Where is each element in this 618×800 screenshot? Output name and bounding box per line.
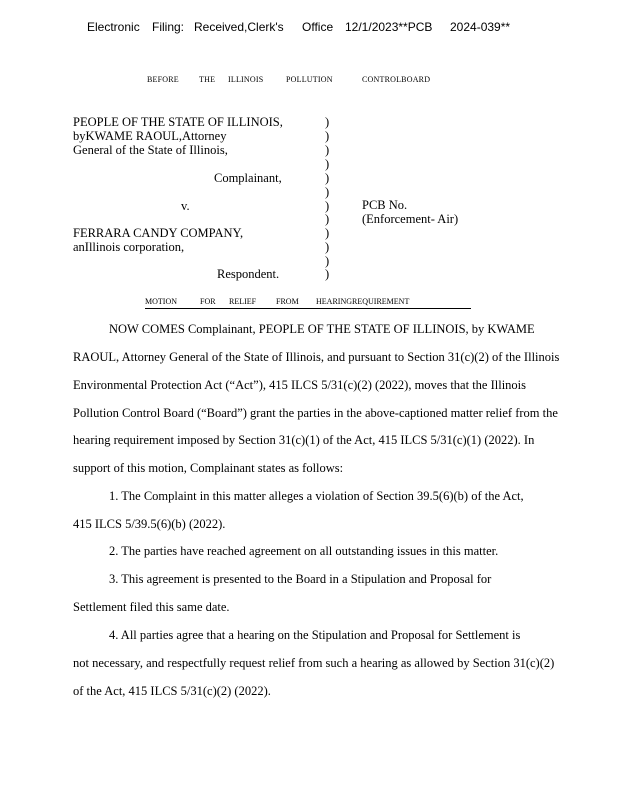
body-line: 2. The parties have reached agreement on all outstanding issues in this matter.: [109, 544, 499, 558]
motion-title-underline: [145, 308, 471, 309]
defendant-line: FERRARA CANDY COMPANY,: [73, 226, 244, 240]
caption-paren: ): [325, 143, 330, 157]
caption-paren: ): [325, 254, 330, 268]
motion-title-word: RELIEF: [229, 297, 257, 306]
body-line: RAOUL, Attorney General of the State of Illinois, and pursuant to Section 31(c)(2) of the Illinois: [73, 350, 560, 364]
motion-title-word: FROM: [276, 297, 299, 306]
header-docket: 2024-039**: [450, 20, 511, 34]
enforcement-type: (Enforcement- Air): [362, 212, 459, 226]
body-line: 3. This agreement is presented to the Board in a Stipulation and Proposal for: [109, 572, 492, 586]
motion-title-word: HEARINGREQUIREMENT: [316, 297, 410, 306]
plaintiff-line: General of the State of Illinois,: [73, 143, 228, 157]
body-line: Pollution Control Board (“Board”) grant the parties in the above-captioned matter relief from the: [73, 406, 558, 420]
caption-title-word: ILLINOIS: [228, 75, 264, 84]
body-line: 415 ILCS 5/39.5(6)(b) (2022).: [73, 517, 226, 531]
plaintiff-line: PEOPLE OF THE STATE OF ILLINOIS,: [73, 115, 283, 129]
versus-label: v.: [181, 199, 190, 213]
caption-title-word: CONTROLBOARD: [362, 75, 431, 84]
caption-paren: ): [325, 267, 330, 281]
body-line: Environmental Protection Act (“Act”), 415 ILCS 5/31(c)(2) (2022), moves that the Illinois: [73, 378, 527, 392]
caption-paren: ): [325, 129, 330, 143]
header-electronic: Electronic: [87, 20, 140, 34]
pcb-number: PCB No.: [362, 198, 408, 212]
body-line: NOW COMES Complainant, PEOPLE OF THE STATE OF ILLINOIS, by KWAME: [109, 322, 535, 336]
body-line: of the Act, 415 ILCS 5/31(c)(2) (2022).: [73, 684, 271, 698]
plaintiff-line: byKWAME RAOUL,Attorney: [73, 129, 227, 143]
body-line: 4. All parties agree that a hearing on the Stipulation and Proposal for Settlement is: [109, 628, 521, 642]
caption-title-word: BEFORE: [147, 75, 179, 84]
header-date: 12/1/2023**PCB: [345, 20, 433, 34]
caption-paren: ): [325, 185, 330, 199]
motion-title-word: MOTION: [145, 297, 177, 306]
caption-paren: ): [325, 212, 330, 226]
body-line: Settlement filed this same date.: [73, 600, 230, 614]
body-line: hearing requirement imposed by Section 31(c)(1) of the Act, 415 ILCS 5/31(c)(1) (2022). In: [73, 433, 535, 447]
caption-paren: ): [325, 240, 330, 254]
body-line: not necessary, and respectfully request relief from such a hearing as allowed by Section 31(c)(2): [73, 656, 555, 670]
motion-title-word: FOR: [200, 297, 216, 306]
caption-paren: ): [325, 115, 330, 129]
body-line: support of this motion, Complainant states as follows:: [73, 461, 344, 475]
body-line: 1. The Complaint in this matter alleges a violation of Section 39.5(6)(b) of the Act,: [109, 489, 524, 503]
defendant-line: anIllinois corporation,: [73, 240, 185, 254]
caption-title-word: THE: [199, 75, 216, 84]
header-filing: Filing:: [152, 20, 185, 34]
header-received: Received,Clerk's: [194, 20, 284, 34]
caption-paren: ): [325, 199, 330, 213]
caption-paren: ): [325, 226, 330, 240]
complainant-label: Complainant,: [214, 171, 282, 185]
caption-paren: ): [325, 157, 330, 171]
respondent-label: Respondent.: [217, 267, 280, 281]
header-office: Office: [302, 20, 334, 34]
caption-title-word: POLLUTION: [286, 75, 333, 84]
caption-paren: ): [325, 171, 330, 185]
